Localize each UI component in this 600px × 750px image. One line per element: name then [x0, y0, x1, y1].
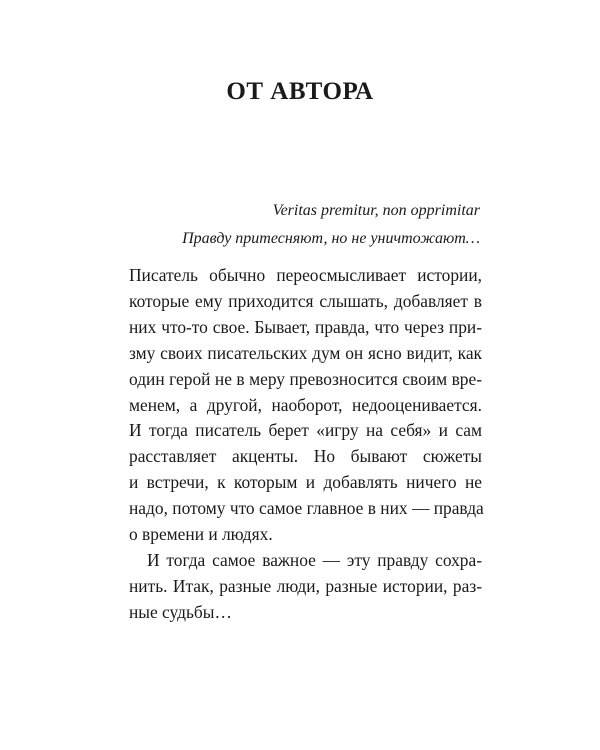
epigraph — [182, 197, 480, 253]
epigraph-latin: Veritas premitur, non opprimitar — [272, 202, 480, 219]
page-title: ОТ АВТОРА — [226, 78, 374, 105]
epigraph-translation: Правду притесняют, но не уничтожают… — [182, 230, 480, 247]
text-line: Писатель обычно переосмысливает истории, — [129, 265, 482, 285]
text-line: расставляет акценты. Но бывают сюжеты — [129, 446, 482, 467]
text-line: менем, а другой, наоборот, недооценивается. — [129, 394, 482, 415]
body-text — [129, 263, 482, 626]
text-line: зму своих писательских дум он ясно видит, как — [129, 342, 482, 363]
text-line: и встречи, к которым и добавлять ничего не — [129, 472, 482, 493]
text-line: них что-то свое. Бывает, правда, что через при- — [129, 316, 482, 337]
text-line: которые ему приходится слышать, добавляет в — [129, 290, 482, 311]
text-line: нить. Итак, разные люди, разные истории, раз- — [129, 575, 482, 596]
text-line: о времени и людях. — [129, 524, 273, 545]
text-line: И тогда самое важное — эту правду сохра- — [147, 549, 482, 570]
text-line: надо, потому что самое главное в них — правда — [129, 498, 484, 519]
text-line: ные судьбы… — [129, 601, 232, 622]
text-line: И тогда писатель берет «игру на себя» и сам — [129, 420, 482, 441]
text-line: один герой не в меру превозносится своим вре- — [129, 368, 482, 389]
